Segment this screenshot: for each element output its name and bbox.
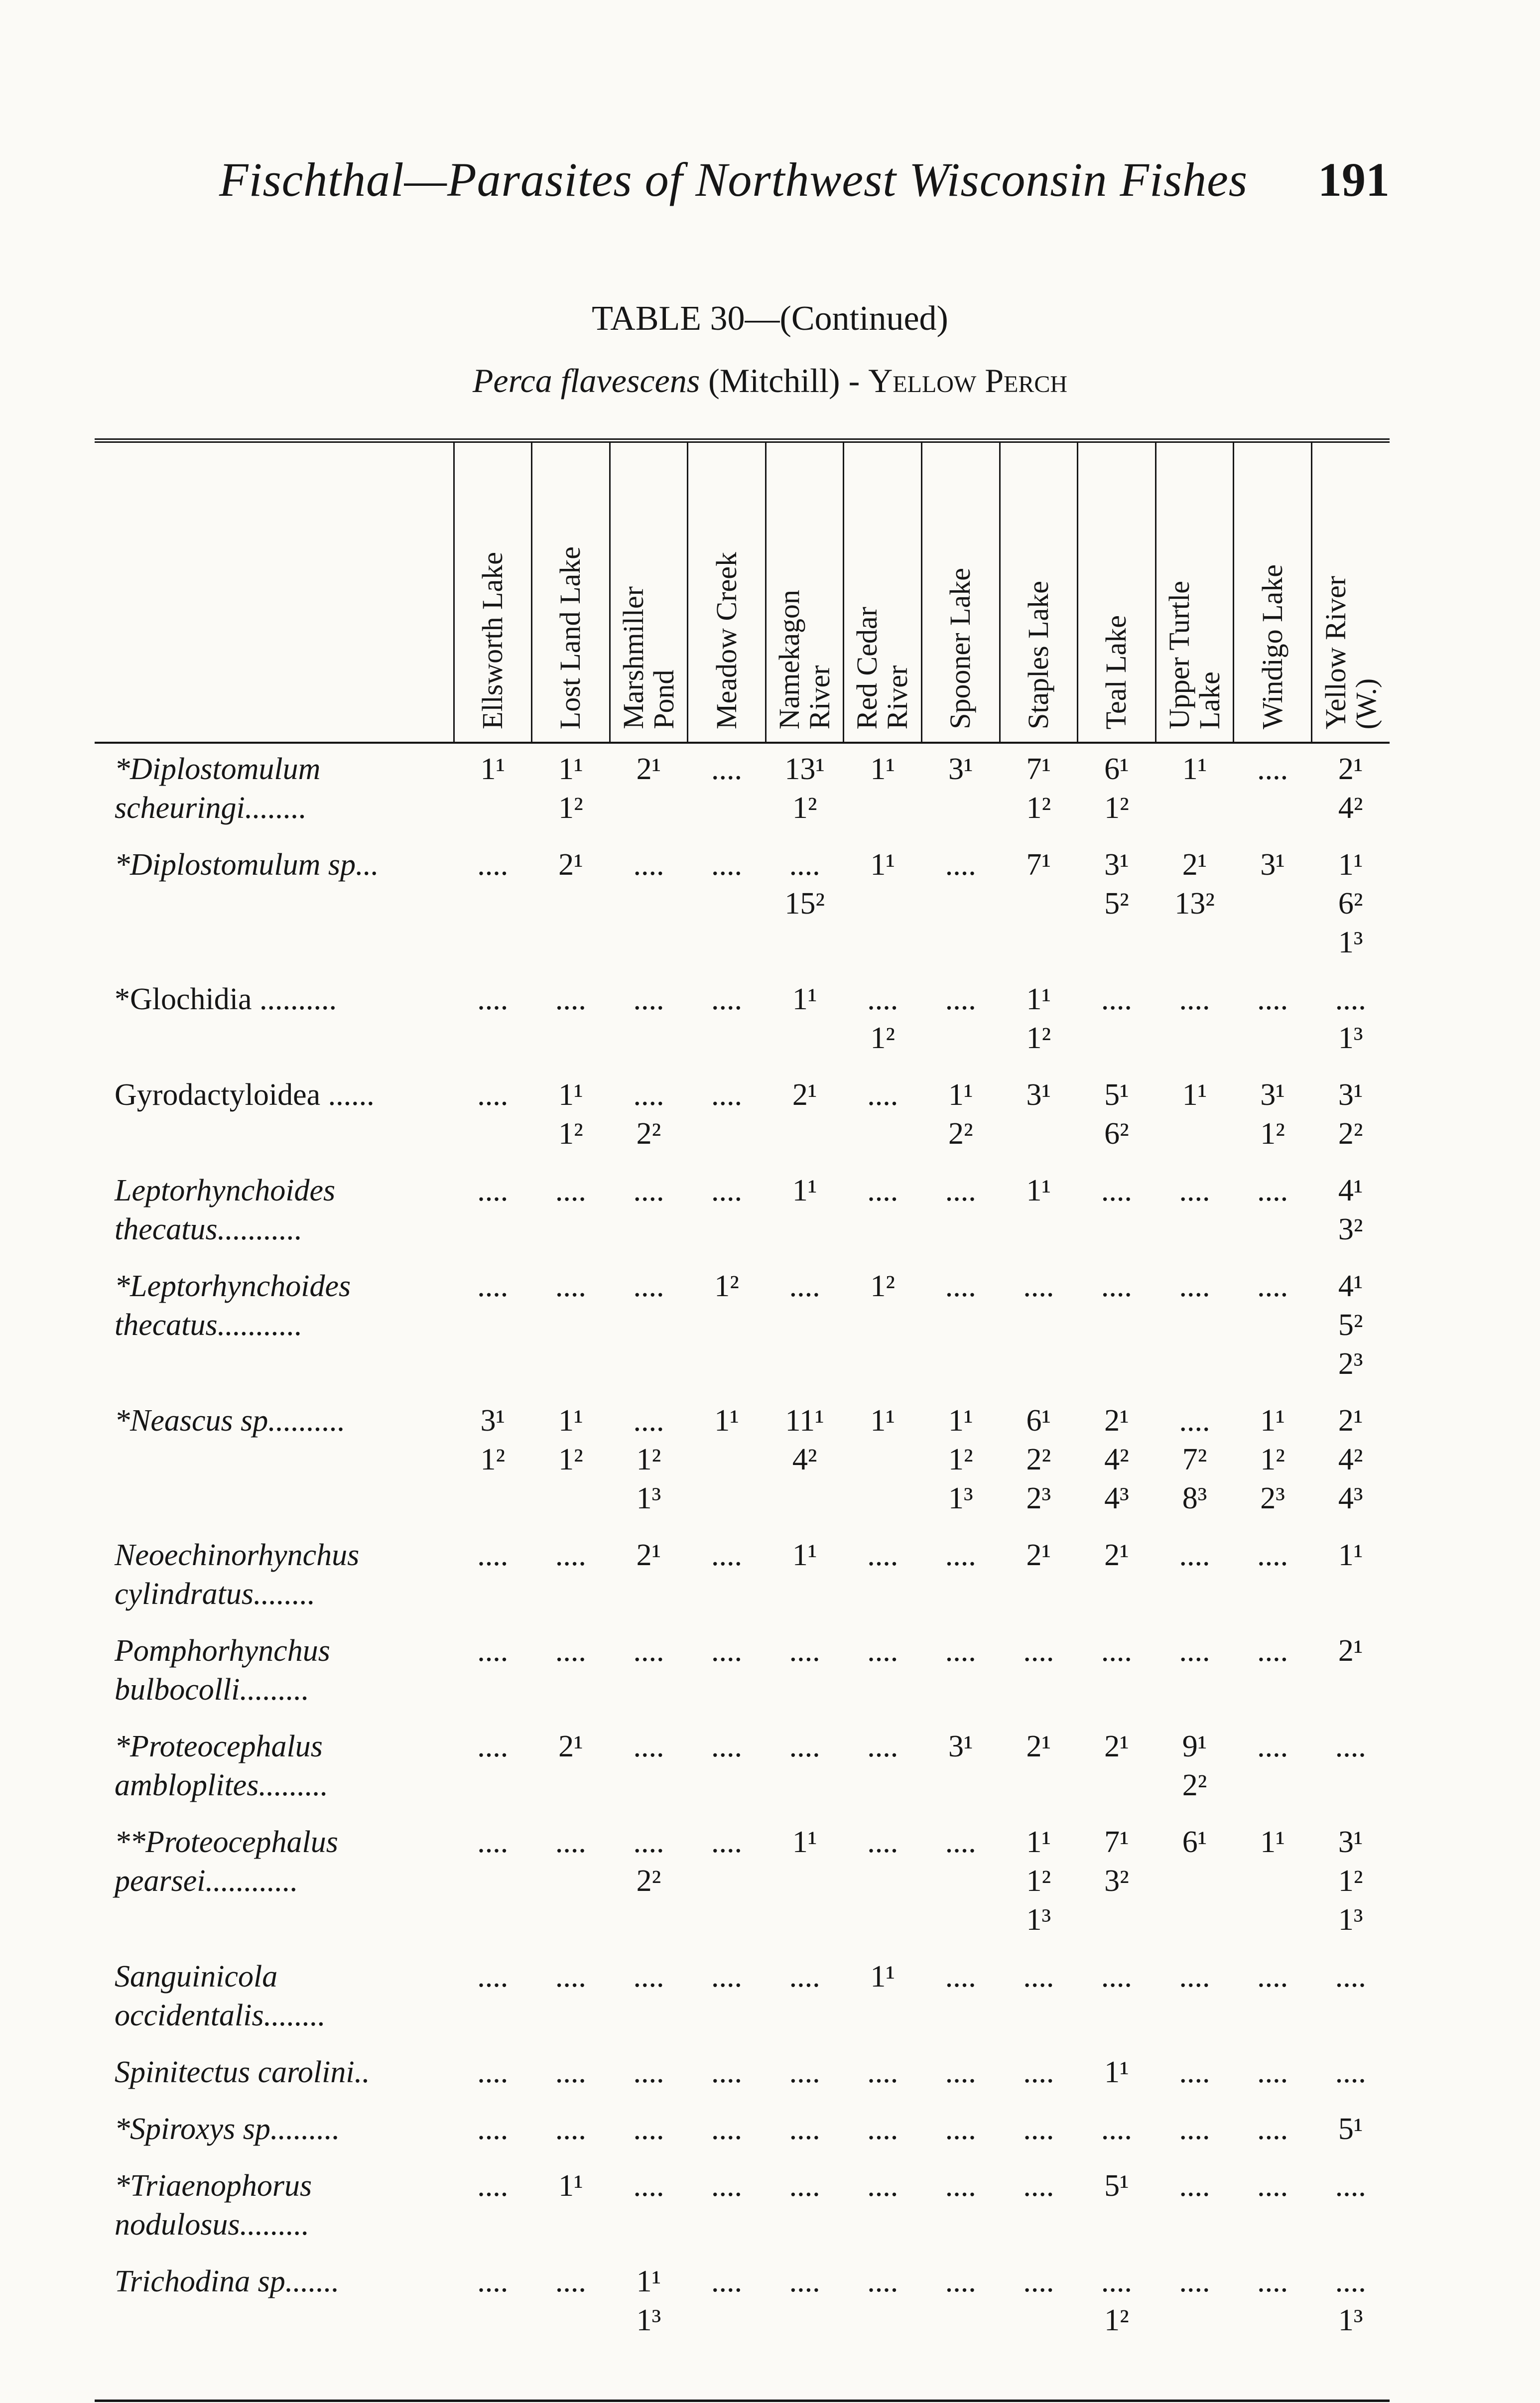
table-cell: ....: [945, 848, 976, 882]
table-cell: 6¹ 1²: [1104, 752, 1129, 825]
table-cell: ....: [711, 1960, 743, 1994]
table-cell: 1¹ 1² 1³: [948, 1404, 973, 1515]
table-cell: 1¹: [480, 752, 506, 786]
table-cell: 6¹: [1182, 1825, 1207, 1859]
table-cell: ....: [1101, 1634, 1132, 1668]
table-cell: ....: [633, 1730, 664, 1763]
table-cell: ....: [711, 1730, 743, 1763]
table-cell: ....: [1023, 2169, 1054, 2203]
table-cell: 1¹: [1026, 1174, 1051, 1207]
table-row: [95, 2160, 1390, 2256]
table-cell: ....: [477, 1730, 509, 1763]
table-cell: 2¹: [1338, 1634, 1363, 1668]
table-cell: ....: [1101, 2112, 1132, 2146]
parasite-name: *Neascus sp..........: [115, 1404, 346, 1438]
table-cell: ....: [1179, 2055, 1210, 2089]
table-cell: ....: [789, 2055, 820, 2089]
table-cell: .... 1³: [1335, 982, 1366, 1055]
table-cell: ....: [1179, 982, 1210, 1016]
table-cell: ....: [867, 1730, 898, 1763]
parasite-name: *Diplostomulum sp...: [115, 848, 379, 882]
table-cell: ....: [1101, 1269, 1132, 1303]
table-subcaption: [0, 361, 1540, 400]
table-cell: 1²: [714, 1269, 739, 1303]
column-header: [532, 441, 610, 743]
table-row: [95, 2047, 1390, 2104]
table-cell: 3¹ 1²: [1260, 1078, 1285, 1151]
table-cell: ....: [1179, 2169, 1210, 2203]
table-cell: 1¹ 1²: [558, 1078, 583, 1151]
column-header: [844, 441, 922, 743]
table-cell: ....: [711, 2169, 743, 2203]
table-cell: ....: [867, 1174, 898, 1207]
table-cell: 7¹ 1²: [1026, 752, 1051, 825]
table-cell: ....: [477, 2169, 509, 2203]
table-cell: 1¹: [870, 1960, 895, 1994]
table-cell: 1¹: [1182, 1078, 1207, 1112]
table-cell: ....: [867, 1634, 898, 1668]
table-cell: ....: [1179, 1174, 1210, 1207]
table-cell: ....: [1257, 2055, 1288, 2089]
column-header-label: Marshmiller Pond: [617, 586, 680, 729]
table-cell: ....: [711, 2055, 743, 2089]
table-cell: ....: [633, 2169, 664, 2203]
table-cell: ....: [1257, 1730, 1288, 1763]
table-cell: ....: [1257, 2112, 1288, 2146]
table-cell: 1¹ 2²: [948, 1078, 973, 1151]
table-cell: ....: [555, 1269, 586, 1303]
parasite-name: *Spiroxys sp.........: [115, 2112, 340, 2146]
running-head: [219, 142, 1390, 217]
table-cell: 3¹: [948, 752, 973, 786]
table-cell: ....: [1179, 1269, 1210, 1303]
table-row: [95, 839, 1390, 974]
table-cell: ....: [633, 848, 664, 882]
column-header: [766, 441, 844, 743]
table-cell: ....: [867, 2169, 898, 2203]
column-header: [1234, 441, 1312, 743]
table-cell: 1¹: [792, 1174, 817, 1207]
table-cell: ....: [477, 1078, 509, 1112]
table-cell: ....: [633, 1634, 664, 1668]
table-cell: ....: [1335, 2055, 1366, 2089]
parasite-column-header: [95, 441, 454, 743]
table-cell: 2¹: [636, 752, 661, 786]
table-cell: ....: [477, 1174, 509, 1207]
running-title: Fischthal—Parasites of Northwest Wisconsin Fishes: [219, 152, 1248, 206]
table-cell: ....: [867, 1538, 898, 1572]
table-cell: 1¹: [1182, 752, 1207, 786]
column-header: [610, 441, 688, 743]
table-cell: ....: [477, 2055, 509, 2089]
table-cell: .... 2²: [633, 1078, 664, 1151]
table-cell: 2¹ 4²: [1338, 752, 1363, 825]
table-cell: ....: [555, 2055, 586, 2089]
table-cell: ....: [945, 1538, 976, 1572]
table-cell: 4¹ 5² 2³: [1338, 1269, 1363, 1381]
table-row: [95, 1069, 1390, 1165]
table-cell: ....: [1179, 1960, 1210, 1994]
table-cell: ....: [477, 1269, 509, 1303]
table-cell: 1¹: [1338, 1538, 1363, 1572]
table-cell: 2¹: [636, 1538, 661, 1572]
table-cell: 13¹ 1²: [784, 752, 825, 825]
table-cell: 2¹: [558, 848, 583, 882]
column-header-label: Yellow River (W.): [1319, 575, 1382, 729]
parasite-name: *Glochidia ..........: [115, 982, 337, 1016]
table-cell: 5¹: [1104, 2169, 1129, 2203]
table-cell: 1²: [870, 1269, 895, 1303]
table-cell: ....: [945, 1174, 976, 1207]
table-cell: 1¹: [870, 848, 895, 882]
table-cell: ....: [945, 1634, 976, 1668]
table-row: [95, 1625, 1390, 1721]
table-row: [95, 1530, 1390, 1625]
parasite-name: Spinitectus carolini..: [115, 2055, 370, 2089]
table-cell: 1¹: [1104, 2055, 1129, 2089]
table-cell: 1¹: [714, 1404, 739, 1438]
parasite-name: *Proteocephalus ambloplites.........: [115, 1730, 328, 1802]
column-header-label: Staples Lake: [1022, 581, 1054, 729]
table-cell: .... 15²: [784, 848, 825, 921]
parasite-name: Sanguinicola occidentalis........: [115, 1960, 326, 2032]
table-cell: ....: [1257, 1634, 1288, 1668]
table-cell: 1¹ 6² 1³: [1338, 848, 1363, 959]
table-cell: ....: [1179, 2265, 1210, 2298]
parasite-name: **Proteocephalus pearsei............: [115, 1825, 338, 1898]
table-cell: 1¹: [792, 1825, 817, 1859]
table-body: [95, 743, 1390, 2401]
table-cell: ....: [555, 982, 586, 1016]
table-cell: ....: [477, 982, 509, 1016]
table-cell: 1¹: [870, 752, 895, 786]
table-cell: ....: [1335, 2169, 1366, 2203]
table-cell: ....: [1257, 1960, 1288, 1994]
table-cell: 2¹: [1104, 1730, 1129, 1763]
column-header-label: Meadow Creek: [710, 552, 743, 729]
species-authority: (Mitchill) -: [708, 362, 860, 400]
table-cell: ....: [1257, 982, 1288, 1016]
table-cell: ....: [945, 2112, 976, 2146]
table-cell: ....: [1257, 1174, 1288, 1207]
parasite-name: *Triaenophorus nodulosus.........: [115, 2169, 312, 2242]
species-name: Perca flavescens: [472, 362, 700, 400]
table-row: [95, 1395, 1390, 1530]
table-cell: ....: [789, 1634, 820, 1668]
table-row: [95, 2256, 1390, 2401]
table-cell: ....: [945, 1960, 976, 1994]
column-header: [1000, 441, 1078, 743]
table-cell: .... 1²: [867, 982, 898, 1055]
table-row: [95, 743, 1390, 839]
table-cell: .... 1²: [1101, 2265, 1132, 2337]
table-row: [95, 2104, 1390, 2160]
table-cell: 1¹: [558, 2169, 583, 2203]
table-cell: ....: [867, 1078, 898, 1112]
table-cell: ....: [477, 1825, 509, 1859]
parasite-name: Neoechinorhynchus cylindratus........: [115, 1538, 360, 1611]
table-cell: 2¹ 4² 4³: [1104, 1404, 1129, 1515]
table-cell: ....: [633, 2055, 664, 2089]
table-cell: ....: [1257, 2265, 1288, 2298]
table-cell: 7¹ 3²: [1104, 1825, 1129, 1898]
table-cell: ....: [633, 1960, 664, 1994]
parasite-name: Pomphorhynchus bulbocolli.........: [115, 1634, 330, 1707]
table-row: [95, 1165, 1390, 1261]
table-cell: ....: [477, 2265, 509, 2298]
table-cell: 1¹ 1²: [558, 1404, 583, 1476]
table-cell: ....: [1257, 1538, 1288, 1572]
table-cell: ....: [867, 2112, 898, 2146]
table-cell: 1¹ 1²: [1026, 982, 1051, 1055]
column-header: [1311, 441, 1390, 743]
table-cell: ....: [555, 1538, 586, 1572]
table-cell: ....: [633, 2112, 664, 2146]
table-cell: ....: [1023, 1634, 1054, 1668]
common-name: Yellow Perch: [868, 362, 1068, 400]
table-row: [95, 1951, 1390, 2047]
column-header: [688, 441, 766, 743]
table-cell: ....: [1101, 982, 1132, 1016]
table-cell: ....: [1179, 1634, 1210, 1668]
parasite-table: [95, 438, 1390, 2402]
table-cell: ....: [1335, 1960, 1366, 1994]
table-row: [95, 1261, 1390, 1395]
table-cell: 1¹ 1² 2³: [1260, 1404, 1285, 1515]
table-cell: ....: [477, 1634, 509, 1668]
table-cell: ....: [945, 2169, 976, 2203]
table-header-row: [95, 441, 1390, 743]
table-cell: 2¹: [558, 1730, 583, 1763]
page-number: 191: [1318, 152, 1390, 206]
table-cell: 3¹: [1260, 848, 1285, 882]
table-cell: ....: [477, 1960, 509, 1994]
table-cell: 1¹ 1² 1³: [1026, 1825, 1051, 1937]
parasite-name: *Diplostomulum scheuringi........: [115, 752, 321, 825]
table-cell: ....: [945, 982, 976, 1016]
table-cell: ....: [555, 1634, 586, 1668]
table-cell: ....: [555, 1174, 586, 1207]
table-cell: ....: [711, 982, 743, 1016]
table-cell: 2¹: [1026, 1730, 1051, 1763]
table-cell: ....: [633, 1174, 664, 1207]
table-cell: 3¹: [1026, 1078, 1051, 1112]
table-cell: 1¹: [1260, 1825, 1285, 1859]
table-cell: 1¹: [870, 1404, 895, 1438]
table-cell: ....: [945, 1269, 976, 1303]
parasite-name: Gyrodactyloidea ......: [115, 1078, 375, 1112]
table-cell: ....: [555, 2265, 586, 2298]
table-cell: 3¹ 1²: [480, 1404, 506, 1476]
table-cell: ....: [1335, 1730, 1366, 1763]
column-header: [1078, 441, 1156, 743]
table-cell: 2¹: [792, 1078, 817, 1112]
table-cell: 2¹ 13²: [1174, 848, 1215, 921]
table-cell: 7¹: [1026, 848, 1051, 882]
table-cell: 2¹ 4² 4³: [1338, 1404, 1363, 1515]
column-header-label: Namekagon River: [772, 589, 836, 729]
table-cell: ....: [711, 1174, 743, 1207]
table-cell: ....: [477, 1538, 509, 1572]
column-header-label: Red Cedar River: [851, 606, 914, 729]
table-cell: ....: [1023, 2112, 1054, 2146]
table-cell: ....: [867, 2055, 898, 2089]
table-cell: ....: [1023, 1960, 1054, 1994]
table-cell: ....: [477, 848, 509, 882]
table-cell: ....: [711, 2112, 743, 2146]
table-cell: ....: [555, 1960, 586, 1994]
table-cell: ....: [1179, 1538, 1210, 1572]
table-cell: 4¹ 3²: [1338, 1174, 1363, 1246]
table-cell: .... 2²: [633, 1825, 664, 1898]
table-cell: ....: [1023, 2265, 1054, 2298]
table-cell: ....: [789, 1730, 820, 1763]
table-cell: 3¹: [948, 1730, 973, 1763]
table-cell: ....: [789, 1269, 820, 1303]
table-cell: ....: [867, 2265, 898, 2298]
table-cell: ....: [711, 1634, 743, 1668]
table-cell: 5¹ 6²: [1104, 1078, 1129, 1151]
table-cell: ....: [711, 752, 743, 786]
column-header: [921, 441, 1000, 743]
column-header-label: Lost Land Lake: [554, 546, 587, 729]
table-cell: ....: [1257, 752, 1288, 786]
table-row: [95, 974, 1390, 1069]
table-cell: ....: [789, 1960, 820, 1994]
table-cell: ....: [1179, 2112, 1210, 2146]
table-cell: 5¹: [1338, 2112, 1363, 2146]
table-cell: ....: [789, 2169, 820, 2203]
table-cell: .... 1² 1³: [633, 1404, 664, 1515]
table-cell: 2¹: [1104, 1538, 1129, 1572]
table-cell: 6¹ 2² 2³: [1026, 1404, 1051, 1515]
table-cell: 3¹ 1² 1³: [1338, 1825, 1363, 1937]
table-cell: 1¹ 1²: [558, 752, 583, 825]
table-cell: 1¹: [792, 1538, 817, 1572]
table-cell: ....: [633, 982, 664, 1016]
table-cell: ....: [867, 1825, 898, 1859]
table-cell: ....: [711, 2265, 743, 2298]
table-cell: ....: [789, 2265, 820, 2298]
table-cell: ....: [711, 848, 743, 882]
table-cell: ....: [945, 1825, 976, 1859]
table-cell: ....: [711, 1078, 743, 1112]
column-header-label: Upper Turtle Lake: [1162, 580, 1226, 729]
table-row: [95, 1721, 1390, 1817]
table-cell: ....: [633, 1269, 664, 1303]
table-cell: ....: [789, 2112, 820, 2146]
table-cell: 9¹ 2²: [1182, 1730, 1207, 1802]
table-cell: ....: [711, 1825, 743, 1859]
table-cell: ....: [1257, 1269, 1288, 1303]
table-cell: 11¹ 4²: [785, 1404, 824, 1476]
table-cell: ....: [1101, 1174, 1132, 1207]
table-cell: 3¹ 5²: [1104, 848, 1129, 921]
table-cell: ....: [555, 2112, 586, 2146]
table-cell: ....: [1101, 1960, 1132, 1994]
parasite-name: Leptorhynchoides thecatus...........: [115, 1174, 336, 1246]
table-cell: ....: [711, 1538, 743, 1572]
column-header: [1155, 441, 1234, 743]
table-cell: ....: [945, 2265, 976, 2298]
column-header-label: Ellsworth Lake: [476, 552, 509, 729]
column-header-label: Windigo Lake: [1256, 564, 1288, 729]
table-caption: TABLE 30—(Continued): [592, 299, 948, 338]
table-row: [95, 1817, 1390, 1951]
column-header-label: Teal Lake: [1100, 615, 1133, 729]
table-cell: ....: [477, 2112, 509, 2146]
table-cell: ....: [945, 2055, 976, 2089]
column-header-label: Spooner Lake: [944, 568, 977, 729]
table-cell: ....: [1023, 1269, 1054, 1303]
table-cell: 1¹: [792, 982, 817, 1016]
table-cell: 2¹: [1026, 1538, 1051, 1572]
parasite-name: *Leptorhynchoides thecatus...........: [115, 1269, 351, 1342]
parasite-name: Trichodina sp.......: [115, 2265, 340, 2298]
table-cell: 3¹ 2²: [1338, 1078, 1363, 1151]
table-cell: ....: [555, 1825, 586, 1859]
column-header: [454, 441, 532, 743]
table-cell: 1¹ 1³: [636, 2265, 661, 2337]
table-cell: ....: [1023, 2055, 1054, 2089]
table-cell: .... 1³: [1335, 2265, 1366, 2337]
table-cell: .... 7² 8³: [1179, 1404, 1210, 1515]
table-cell: ....: [1257, 2169, 1288, 2203]
